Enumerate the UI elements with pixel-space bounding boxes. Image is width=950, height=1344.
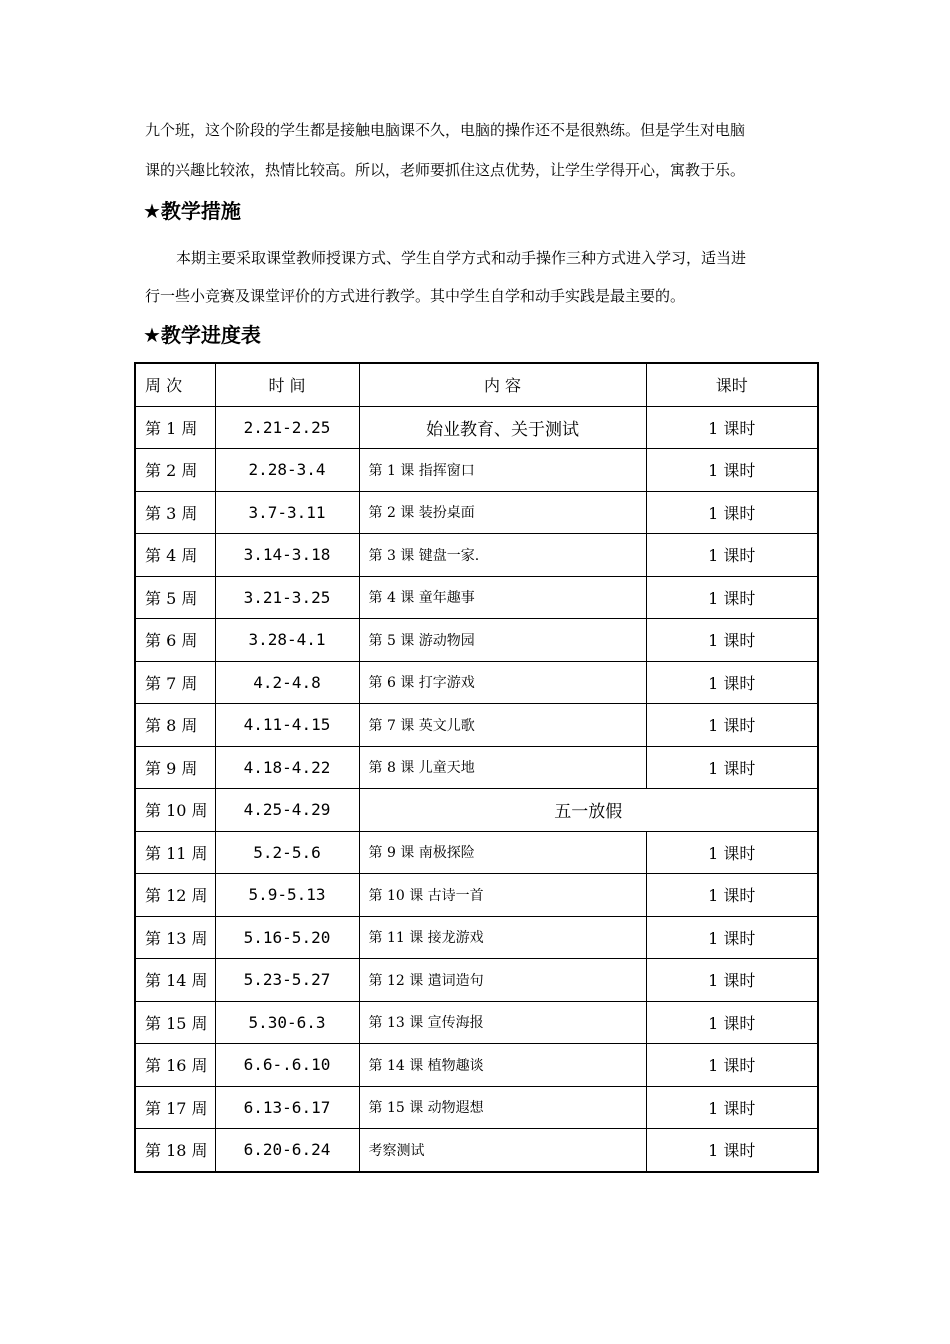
measures-line-2: 行一些小竞赛及课堂评价的方式进行教学。其中学生自学和动手实践是最主要的。 bbox=[145, 287, 686, 305]
cell-hours: 1 课时 bbox=[646, 746, 818, 789]
cell-hours: 1 课时 bbox=[646, 661, 818, 704]
table-row bbox=[135, 831, 818, 874]
cell-week: 第 13 周 bbox=[135, 916, 215, 959]
cell-week: 第 15 周 bbox=[135, 1001, 215, 1044]
table-row bbox=[135, 1086, 818, 1129]
cell-week: 第 14 周 bbox=[135, 959, 215, 1002]
cell-content: 五一放假 bbox=[359, 789, 818, 832]
cell-content: 考察测试 bbox=[359, 1129, 646, 1172]
cell-hours: 1 课时 bbox=[646, 1001, 818, 1044]
cell-content: 第 15 课 动物遐想 bbox=[359, 1086, 646, 1129]
cell-content: 第 2 课 装扮桌面 bbox=[359, 491, 646, 534]
table-row bbox=[135, 874, 818, 917]
cell-week: 第 11 周 bbox=[135, 831, 215, 874]
cell-hours: 1 课时 bbox=[646, 874, 818, 917]
cell-hours: 1 课时 bbox=[646, 916, 818, 959]
cell-hours: 1 课时 bbox=[646, 449, 818, 492]
cell-hours: 1 课时 bbox=[646, 959, 818, 1002]
cell-content: 始业教育、关于测试 bbox=[359, 406, 646, 449]
header-week: 周 次 bbox=[135, 363, 215, 406]
cell-time: 3.21-3.25 bbox=[215, 576, 359, 619]
header-time: 时 间 bbox=[215, 363, 359, 406]
cell-hours: 1 课时 bbox=[646, 1086, 818, 1129]
table-row bbox=[135, 959, 818, 1002]
measures-line-1: 本期主要采取课堂教师授课方式、学生自学方式和动手操作三种方式进入学习，适当进 bbox=[176, 249, 747, 267]
cell-week: 第 8 周 bbox=[135, 704, 215, 747]
table-row bbox=[135, 534, 818, 577]
cell-time: 3.28-4.1 bbox=[215, 619, 359, 662]
table-row bbox=[135, 1129, 818, 1172]
schedule-table bbox=[134, 362, 819, 1173]
table-header-row bbox=[135, 363, 818, 406]
cell-week: 第 3 周 bbox=[135, 491, 215, 534]
cell-time: 5.16-5.20 bbox=[215, 916, 359, 959]
table-row bbox=[135, 916, 818, 959]
cell-week: 第 1 周 bbox=[135, 406, 215, 449]
cell-content: 第 13 课 宣传海报 bbox=[359, 1001, 646, 1044]
cell-week: 第 12 周 bbox=[135, 874, 215, 917]
cell-content: 第 3 课 键盘一家. bbox=[359, 534, 646, 577]
measures-heading: ★教学措施 bbox=[143, 199, 241, 223]
cell-content: 第 8 课 儿童天地 bbox=[359, 746, 646, 789]
cell-time: 6.20-6.24 bbox=[215, 1129, 359, 1172]
cell-hours: 1 课时 bbox=[646, 1044, 818, 1087]
schedule-heading: ★教学进度表 bbox=[143, 323, 261, 347]
cell-time: 6.6-.6.10 bbox=[215, 1044, 359, 1087]
cell-time: 6.13-6.17 bbox=[215, 1086, 359, 1129]
cell-hours: 1 课时 bbox=[646, 619, 818, 662]
cell-hours: 1 课时 bbox=[646, 704, 818, 747]
cell-time: 4.11-4.15 bbox=[215, 704, 359, 747]
cell-content: 第 1 课 指挥窗口 bbox=[359, 449, 646, 492]
cell-content: 第 12 课 遣词造句 bbox=[359, 959, 646, 1002]
table-row bbox=[135, 746, 818, 789]
header-hours: 课时 bbox=[646, 363, 818, 406]
cell-hours: 1 课时 bbox=[646, 576, 818, 619]
header-content: 内 容 bbox=[359, 363, 646, 406]
table-row bbox=[135, 619, 818, 662]
cell-week: 第 16 周 bbox=[135, 1044, 215, 1087]
cell-time: 2.21-2.25 bbox=[215, 406, 359, 449]
cell-week: 第 2 周 bbox=[135, 449, 215, 492]
cell-week: 第 10 周 bbox=[135, 789, 215, 832]
cell-week: 第 4 周 bbox=[135, 534, 215, 577]
cell-time: 3.14-3.18 bbox=[215, 534, 359, 577]
cell-content: 第 10 课 古诗一首 bbox=[359, 874, 646, 917]
cell-hours: 1 课时 bbox=[646, 491, 818, 534]
cell-content: 第 14 课 植物趣谈 bbox=[359, 1044, 646, 1087]
cell-hours: 1 课时 bbox=[646, 831, 818, 874]
cell-week: 第 7 周 bbox=[135, 661, 215, 704]
table-row bbox=[135, 789, 818, 832]
table-row bbox=[135, 661, 818, 704]
table-row bbox=[135, 1001, 818, 1044]
cell-time: 2.28-3.4 bbox=[215, 449, 359, 492]
table-row bbox=[135, 704, 818, 747]
cell-week: 第 18 周 bbox=[135, 1129, 215, 1172]
cell-content: 第 6 课 打字游戏 bbox=[359, 661, 646, 704]
cell-content: 第 4 课 童年趣事 bbox=[359, 576, 646, 619]
table-row bbox=[135, 1044, 818, 1087]
cell-content: 第 5 课 游动物园 bbox=[359, 619, 646, 662]
intro-line-2: 课的兴趣比较浓，热情比较高。所以，老师要抓住这点优势，让学生学得开心，寓教于乐。 bbox=[145, 161, 746, 179]
cell-week: 第 6 周 bbox=[135, 619, 215, 662]
cell-time: 5.9-5.13 bbox=[215, 874, 359, 917]
schedule-body bbox=[135, 406, 818, 1172]
cell-time: 4.18-4.22 bbox=[215, 746, 359, 789]
table-row bbox=[135, 406, 818, 449]
intro-line-1: 九个班，这个阶段的学生都是接触电脑课不久，电脑的操作还不是很熟练。但是学生对电脑 bbox=[145, 121, 746, 139]
cell-week: 第 9 周 bbox=[135, 746, 215, 789]
table-row bbox=[135, 576, 818, 619]
cell-hours: 1 课时 bbox=[646, 534, 818, 577]
cell-time: 5.23-5.27 bbox=[215, 959, 359, 1002]
cell-time: 4.25-4.29 bbox=[215, 789, 359, 832]
cell-time: 4.2-4.8 bbox=[215, 661, 359, 704]
table-row bbox=[135, 449, 818, 492]
table-row bbox=[135, 491, 818, 534]
cell-time: 5.30-6.3 bbox=[215, 1001, 359, 1044]
cell-content: 第 7 课 英文儿歌 bbox=[359, 704, 646, 747]
cell-time: 5.2-5.6 bbox=[215, 831, 359, 874]
cell-week: 第 17 周 bbox=[135, 1086, 215, 1129]
cell-hours: 1 课时 bbox=[646, 1129, 818, 1172]
cell-week: 第 5 周 bbox=[135, 576, 215, 619]
cell-hours: 1 课时 bbox=[646, 406, 818, 449]
cell-content: 第 9 课 南极探险 bbox=[359, 831, 646, 874]
cell-time: 3.7-3.11 bbox=[215, 491, 359, 534]
cell-content: 第 11 课 接龙游戏 bbox=[359, 916, 646, 959]
